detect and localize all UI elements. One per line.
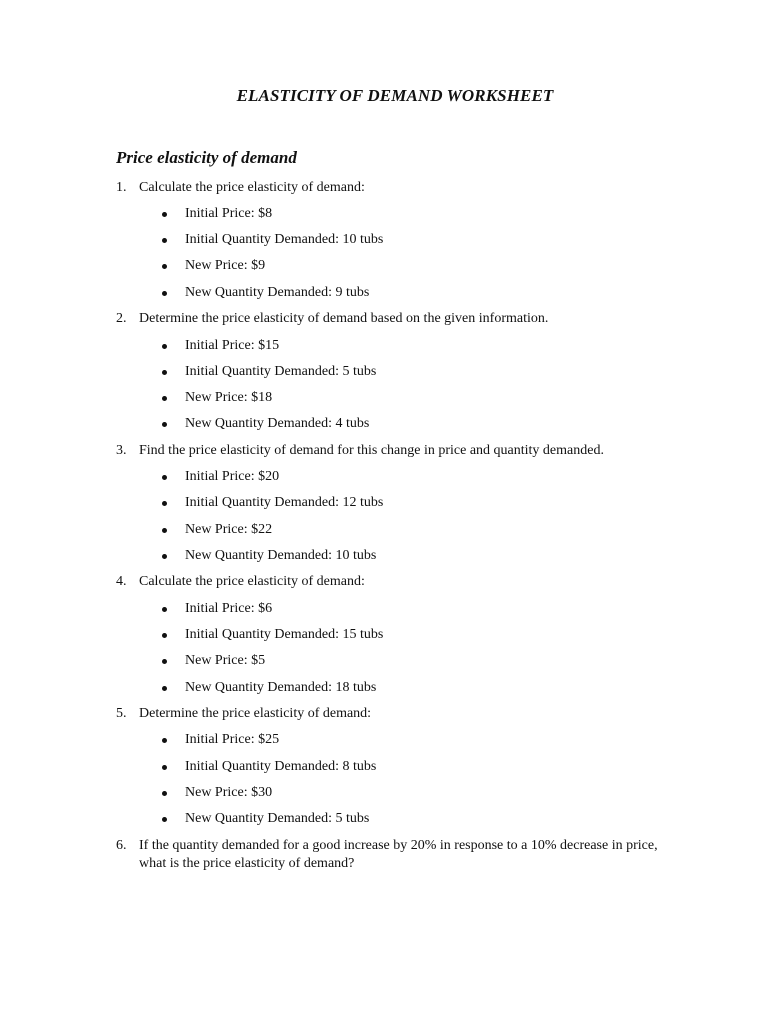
bullet-icon <box>162 370 167 375</box>
bullet-icon <box>162 344 167 349</box>
question-number: 1. <box>116 180 127 195</box>
question-number: 3. <box>116 443 127 458</box>
bullet-icon <box>162 791 167 796</box>
bullet-icon <box>162 528 167 533</box>
bullet-icon <box>162 475 167 480</box>
worksheet-page: ELASTICITY OF DEMAND WORKSHEET Price elasticity of demand 1. Calculate the price elasticity of demand: Initial Price: $8 Initial Quantity Demanded: 10 tubs New Price: $9 New Quantity Demanded: 9 tubs 2. Determine the price elasticity of demand based on the given information. Initial Price: $15 Initial Quantity Demanded: 5 tubs New Price: $18 New Quantity Demanded: 4 tubs 3. Find the price elasticity of demand for this change in price and quantity demanded. Initial Price: $20 Initial Quantity Demanded: 12 tubs New Price: $22 New Quantity Demanded: 10 tubs 4. Calculate the price elasticity of demand: Initial Price: $6 Initial Quantity Demanded: 15 tubs New Price: $5 New Quantity Demanded: 18 tubs 5. Determine the price elasticity of demand: Initial Price: $25 Initial Quantity Demanded: 8 tubs New Price: $30 New Quantity Demanded: 5 tubs 6. If the quantity demanded for a good increase by 20% in response to a 10% decrease in price, what is the price elasticity of demand? <box>0 0 768 1024</box>
bullet-icon <box>162 659 167 664</box>
bullet-icon <box>162 422 167 427</box>
bullet-icon <box>162 738 167 743</box>
question-text: Find the price elasticity of demand for this change in price and quantity demanded. <box>139 443 604 458</box>
question-text: Calculate the price elasticity of demand: <box>139 574 365 589</box>
bullet-icon <box>162 633 167 638</box>
bullet-icon <box>162 238 167 243</box>
bullet-icon <box>162 554 167 559</box>
bullet-icon <box>162 396 167 401</box>
question-number: 5. <box>116 706 127 721</box>
bullet-icon <box>162 264 167 269</box>
bullet-icon <box>162 291 167 296</box>
bullet-icon <box>162 607 167 612</box>
bullet-icon <box>162 686 167 691</box>
question-text: Determine the price elasticity of demand: <box>139 706 372 721</box>
bullet-icon <box>162 765 167 770</box>
bullet-icon <box>162 501 167 506</box>
question-text-line-2: what is the price elasticity of demand? <box>139 856 355 871</box>
bullet-icon <box>162 817 167 822</box>
page-title: ELASTICITY OF DEMAND WORKSHEET <box>236 86 554 105</box>
question-number: 4. <box>116 574 127 589</box>
question-number: 6. <box>116 838 127 853</box>
section-heading: Price elasticity of demand <box>116 148 297 167</box>
question-text: Determine the price elasticity of demand based on the given information. <box>139 311 549 326</box>
question-text: Calculate the price elasticity of demand: <box>139 180 365 195</box>
question-number: 2. <box>116 311 127 326</box>
bullet-icon <box>162 212 167 217</box>
question-text-line-1: If the quantity demanded for a good increase by 20% in response to a 10% decrease in price, <box>139 838 658 853</box>
